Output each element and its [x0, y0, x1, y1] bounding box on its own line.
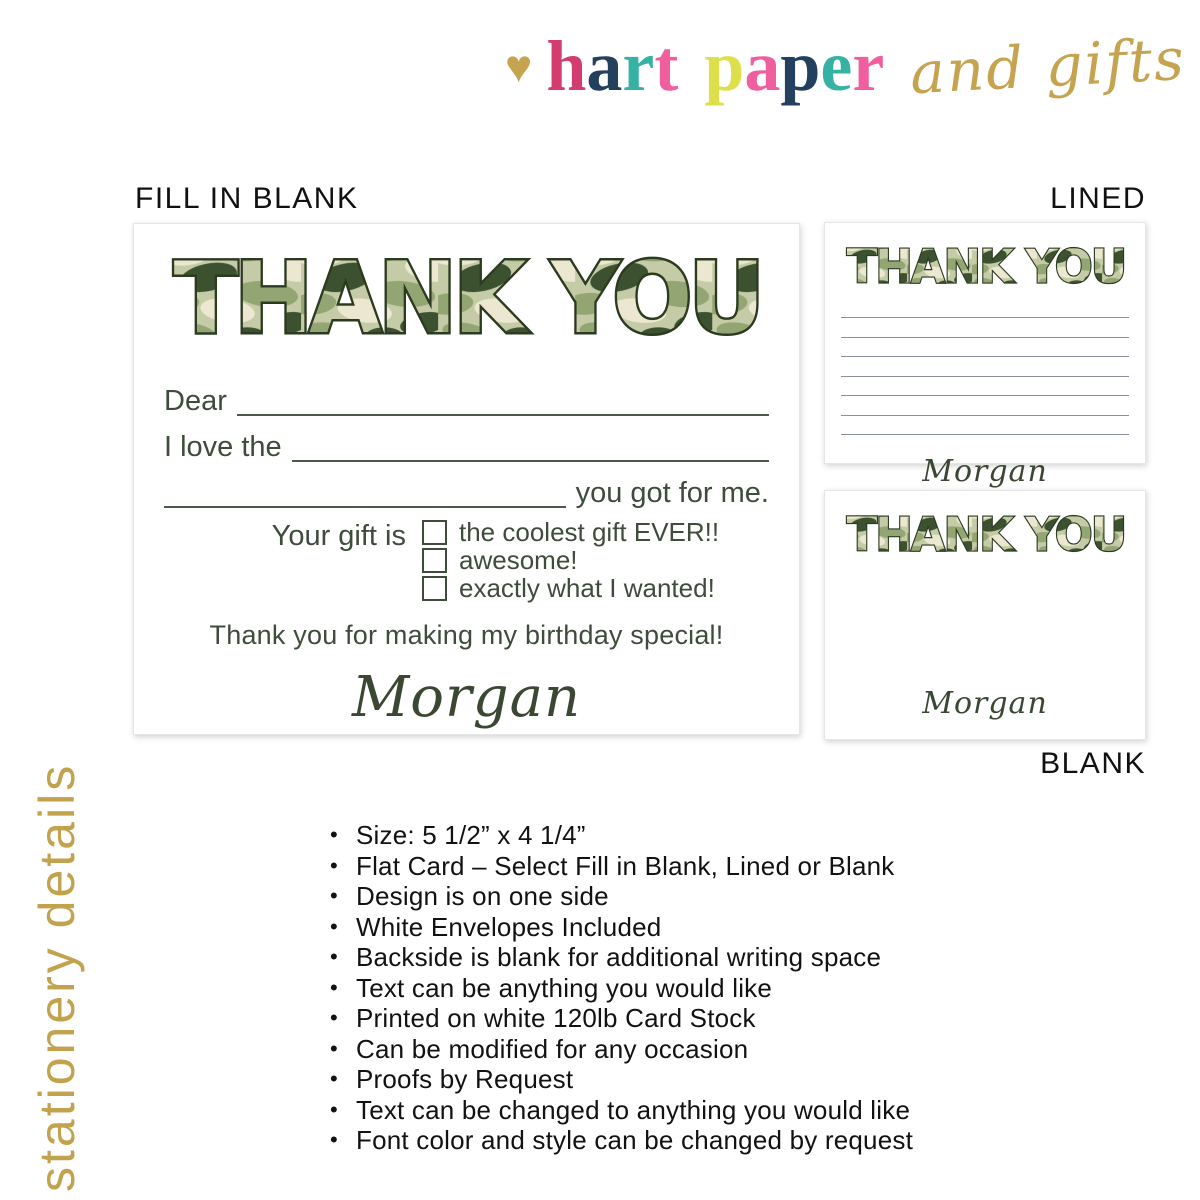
detail-text: Proofs by Request [356, 1064, 574, 1094]
brand-letter: a [744, 26, 781, 106]
heart-icon: ♥ [505, 40, 533, 92]
stationery-details-vertical-title: stationery details [29, 762, 85, 1192]
brand-letter: t [654, 26, 679, 106]
brand-letter: r [852, 26, 885, 106]
card-fill-in-blank [133, 223, 800, 735]
ruled-line [841, 376, 1129, 377]
detail-item [330, 1064, 1030, 1095]
thank-you-text: THANK YOU [846, 507, 1126, 559]
detail-item [330, 1095, 1030, 1126]
detail-text: Printed on white 120lb Card Stock [356, 1003, 756, 1033]
thank-you-text: THANK YOU [846, 239, 1126, 291]
checkbox-icon [422, 548, 447, 573]
bullet-icon: • [330, 883, 338, 908]
got-label: you got for me. [575, 476, 769, 509]
fill-line-love [164, 416, 769, 462]
label-fill-in-blank: FILL IN BLANK [135, 182, 359, 215]
dear-label: Dear [164, 384, 227, 417]
fill-line-dear [164, 370, 769, 416]
gift-options-section [164, 518, 769, 602]
detail-item [330, 1003, 1030, 1034]
bullet-icon: • [330, 852, 338, 878]
bullet-icon: • [330, 944, 338, 969]
gift-prompt: Your gift is [271, 520, 406, 552]
love-label: I love the [164, 430, 282, 463]
thank-you-camo-heading [841, 507, 1131, 559]
closing-message: Thank you for making my birthday special! [209, 620, 724, 650]
bullet-icon: • [330, 913, 338, 939]
gift-option [422, 546, 719, 574]
card-blank [824, 490, 1146, 740]
write-in-line [237, 380, 769, 416]
detail-item [330, 912, 1030, 943]
bullet-icon: • [330, 1035, 338, 1061]
brand-letter: p [704, 26, 745, 106]
ruled-line [841, 337, 1129, 338]
brand-letter: h [546, 26, 587, 106]
brand-letter: a [586, 26, 623, 106]
brand-letter: e [820, 26, 853, 106]
detail-text: Font color and style can be changed by request [356, 1125, 913, 1155]
gift-option-label: exactly what I wanted! [459, 572, 715, 603]
bullet-icon: • [330, 1127, 338, 1152]
detail-text: Backside is blank for additional writing space [356, 942, 882, 972]
ruled-line [841, 395, 1129, 396]
ruled-line [841, 415, 1129, 416]
detail-item [330, 881, 1030, 912]
shop-logo [505, 24, 1188, 108]
card-lined [824, 222, 1146, 489]
detail-item [330, 851, 1030, 882]
checkbox-icon [422, 520, 447, 545]
gift-option [422, 574, 719, 602]
detail-text: Text can be changed to anything you would like [356, 1094, 911, 1125]
gift-options [422, 518, 719, 602]
ruled-line [841, 434, 1129, 435]
bullet-icon: • [330, 1066, 338, 1091]
brand-tagline: and gifts [908, 24, 1188, 108]
gift-option [422, 518, 719, 546]
ruled-line [841, 356, 1129, 357]
detail-item [330, 1034, 1030, 1065]
thank-you-camo-heading [841, 239, 1131, 291]
label-lined: LINED [1050, 182, 1146, 215]
ruled-line [841, 317, 1129, 318]
writing-lines [841, 317, 1129, 435]
detail-text: Design is on one side [356, 881, 609, 911]
detail-text: Flat Card – Select Fill in Blank, Lined or Blank [356, 850, 895, 881]
write-in-line [164, 472, 566, 508]
stationery-details-list [330, 820, 1030, 1156]
label-blank: BLANK [1040, 747, 1146, 780]
detail-text: Size: 5 1/2” x 4 1/4” [356, 820, 586, 850]
detail-text: White Envelopes Included [356, 911, 662, 942]
brand-name [546, 26, 885, 106]
detail-item [330, 942, 1030, 973]
detail-item [330, 973, 1030, 1004]
bullet-icon: • [330, 1005, 338, 1030]
bullet-icon: • [330, 822, 338, 847]
bullet-icon: • [330, 1096, 338, 1122]
thank-you-camo-heading [164, 240, 771, 350]
detail-text: Can be modified for any occasion [356, 1033, 749, 1064]
signature-name: Morgan [351, 665, 582, 730]
write-in-line [292, 426, 769, 462]
thank-you-text: THANK YOU [173, 242, 762, 350]
detail-text: Text can be anything you would like [356, 972, 773, 1003]
fill-line-got [164, 462, 769, 508]
detail-item [330, 1125, 1030, 1156]
gift-option-label: the coolest gift EVER!! [459, 516, 720, 547]
signature-name: Morgan [922, 453, 1048, 489]
gift-option-label: awesome! [459, 544, 578, 575]
signature-name: Morgan [922, 686, 1048, 721]
detail-item [330, 820, 1030, 851]
bullet-icon: • [330, 974, 338, 1000]
brand-letter: r [622, 26, 655, 106]
checkbox-icon [422, 576, 447, 601]
brand-letter: p [780, 26, 821, 106]
